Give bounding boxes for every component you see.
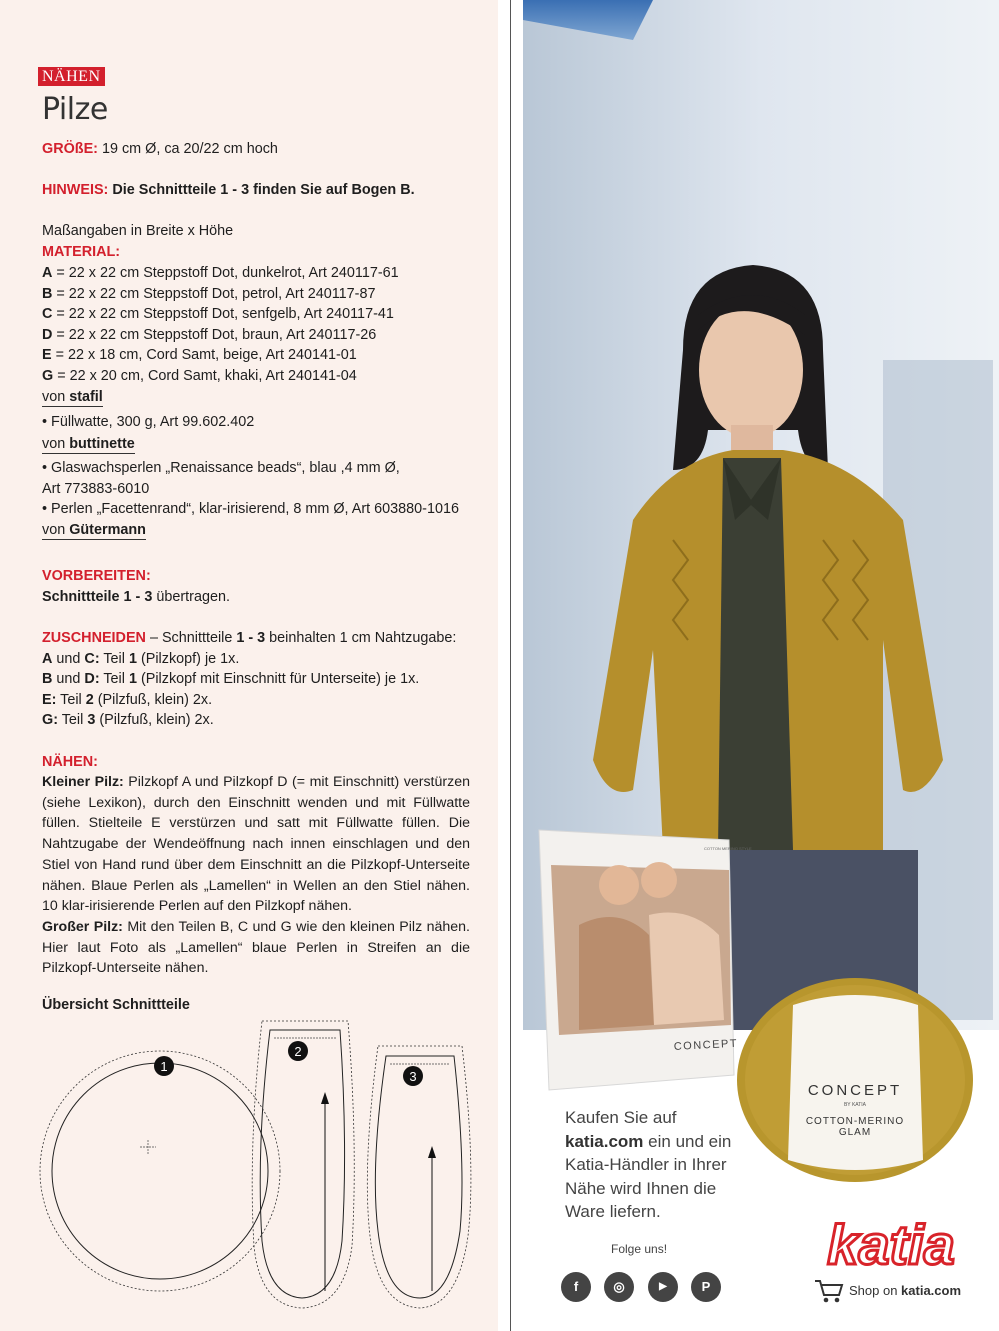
- pattern-overview-heading: Übersicht Schnittteile: [42, 997, 190, 1013]
- shop-link[interactable]: katia.com: [565, 1131, 644, 1151]
- material-item: E = 22 x 18 cm, Cord Samt, beige, Art 240141-01: [42, 347, 357, 364]
- material-item: D = 22 x 22 cm Steppstoff Dot, braun, Art 240117-26: [42, 326, 377, 343]
- supplier-line: von Gütermann: [42, 521, 146, 538]
- yarn-name: COTTON-MERINO: [805, 1116, 905, 1127]
- sewing-large-text: Großer Pilz: Mit den Teilen B, C und G wie den kleinen Pilz nähen. Hier laut Foto als „Lamellen“ blaue Perlen in Streifen an die Pilzkopf-Unterseite nähen.: [42, 919, 470, 977]
- katia-logo: [811, 1212, 971, 1274]
- measure-note: Maßangaben in Breite x Höhe: [42, 223, 234, 239]
- catalog-cover: [539, 825, 752, 1090]
- section-tag: NÄHEN: [38, 67, 105, 86]
- beads-lines: [42, 458, 472, 540]
- pinterest-icon[interactable]: P: [691, 1272, 721, 1302]
- pattern-number-3: 3: [409, 1069, 417, 1084]
- cutting-item: E: Teil 2 (Pilzfuß, klein) 2x.: [42, 691, 213, 708]
- catalog-title: CONCEPT: [673, 1037, 739, 1053]
- yarn-ball: [733, 975, 978, 1185]
- supplier-line: von stafil: [42, 388, 103, 405]
- yarn-by-label: BY KATIA: [843, 1102, 867, 1108]
- hint-value: Die Schnittteile 1 - 3 finden Sie auf Bogen B.: [108, 182, 415, 198]
- pattern-piece-1: [40, 1051, 280, 1291]
- material-list: [42, 263, 472, 407]
- pattern-number-1: 1: [160, 1059, 168, 1074]
- facebook-icon[interactable]: f: [561, 1272, 591, 1302]
- yarn-brand: CONCEPT: [807, 1082, 903, 1099]
- cutting-item: A und C: Teil 1 (Pilzkopf) je 1x.: [42, 650, 240, 667]
- material-heading: MATERIAL:: [42, 244, 121, 260]
- size-line: [42, 139, 472, 160]
- catalog-side-label: COTTON MERINO STYLE: [704, 846, 752, 851]
- hint-label: HINWEIS:: [42, 182, 109, 198]
- glass-beads-line: • Glaswachsperlen „Renaissance beads“, blau ,4 mm Ø,: [42, 460, 400, 476]
- shopping-cart-icon: [813, 1278, 845, 1304]
- glass-beads-art: Art 773883-6010: [42, 480, 150, 497]
- cutting-heading: ZUSCHNEIDEN – Schnittteile 1 - 3 beinhalten 1 cm Nahtzugabe:: [42, 630, 457, 646]
- shop-on-katia[interactable]: Shop on katia.com: [849, 1283, 962, 1298]
- material-item: A = 22 x 22 cm Steppstoff Dot, dunkelrot, Art 240117-61: [42, 265, 399, 281]
- cutting-item: G: Teil 3 (Pilzfuß, klein) 2x.: [42, 712, 214, 729]
- cutting-block: [42, 628, 472, 731]
- logo-text: katia: [827, 1213, 955, 1276]
- material-item: G = 22 x 20 cm, Cord Samt, khaki, Art 240141-04: [42, 367, 357, 384]
- page-divider: [510, 0, 511, 1331]
- pattern-number-2: 2: [294, 1044, 302, 1059]
- instruction-column: [0, 0, 498, 1331]
- sewing-heading: NÄHEN:: [42, 754, 98, 770]
- instagram-icon[interactable]: ◎: [604, 1272, 634, 1302]
- pattern-overview-diagram: [40, 1016, 480, 1316]
- fill-line: • Füllwatte, 300 g, Art 99.602.402: [42, 414, 255, 430]
- yarn-name-2: GLAM: [838, 1127, 872, 1138]
- youtube-icon[interactable]: ▶: [648, 1272, 678, 1302]
- shop-info-text: Kaufen Sie auf katia.com ein und ein Katia-Händler in Ihrer Nähe wird Ihnen die Ware liefern.: [565, 1108, 732, 1221]
- page-title: Pilze: [42, 92, 108, 127]
- advertisement-column: [523, 0, 999, 1331]
- size-value: 19 cm Ø, ca 20/22 cm hoch: [97, 141, 278, 157]
- size-label: GRÖßE:: [42, 141, 98, 157]
- supplier-guetermann: Gütermann: [69, 521, 146, 538]
- cutting-item: B und D: Teil 1 (Pilzkopf mit Einschnitt für Unterseite) je 1x.: [42, 671, 420, 688]
- follow-label: Folge uns!: [611, 1242, 668, 1256]
- supplier-line: von buttinette: [42, 436, 135, 452]
- material-item: B = 22 x 22 cm Steppstoff Dot, petrol, Art 240117-87: [42, 285, 376, 302]
- pearls-line: • Perlen „Facettenrand“, klar-irisierend, 8 mm Ø, Art 603880-1016: [42, 501, 459, 518]
- supplier-stafil: stafil: [69, 388, 103, 405]
- hint-line: [42, 180, 472, 201]
- supplier-buttinette: buttinette: [69, 436, 135, 452]
- sewing-small-text: Kleiner Pilz: Pilzkopf A und Pilzkopf D (= mit Einschnitt) verstürzen (siehe Lexikon), durch den Einschnitt wenden und mit Füllwatte füllen. Stielteile E verstürzen und satt mit Füllwatte füllen. Die Nahtzugabe der Wendeöffnung nach innen einschlagen und den Stiel von Hand rund über dem Einschnitt an die Pilzkopf-Unterseite nähen. Blaue Perlen als „Lamellen“ in Wellen an den Stiel nähen. 10 klar-irisierende Perlen auf den Pilzkopf nähen.: [42, 774, 470, 915]
- prepare-heading: VORBEREITEN:: [42, 568, 151, 584]
- material-item: C = 22 x 22 cm Steppstoff Dot, senfgelb, Art 240117-41: [42, 306, 394, 323]
- pattern-piece-3: [367, 1046, 471, 1308]
- prepare-text: Schnittteile 1 - 3 übertragen.: [42, 589, 230, 605]
